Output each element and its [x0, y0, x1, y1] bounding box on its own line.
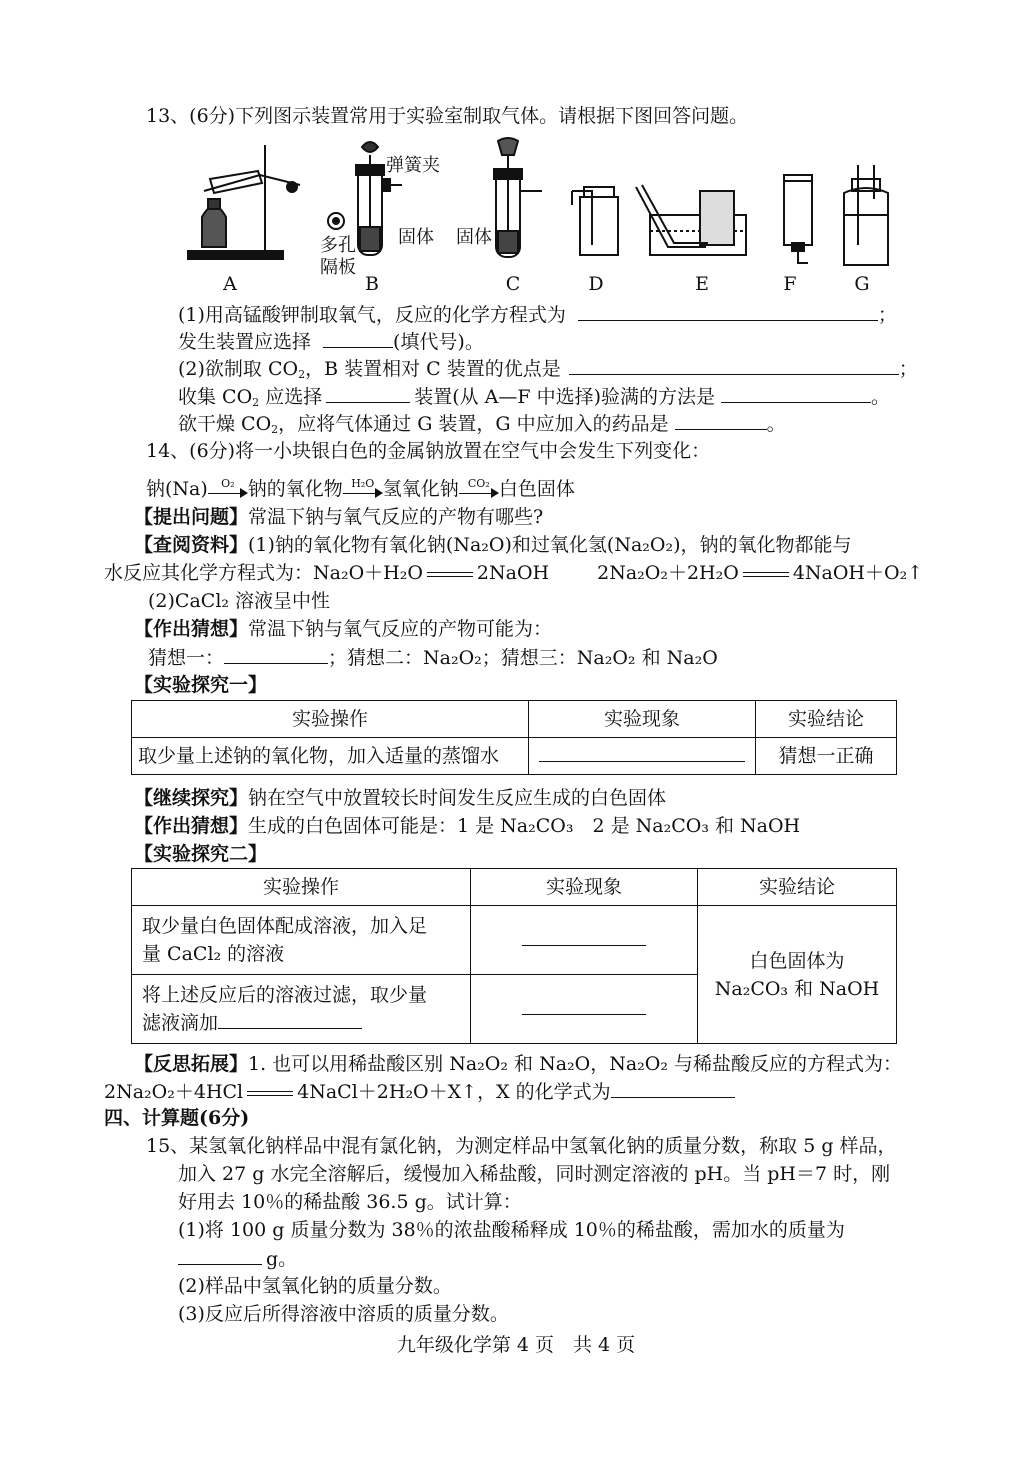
apparatus-g-icon	[844, 165, 888, 265]
arrow-icon: CO₂	[459, 479, 499, 501]
arrow-icon: O₂	[208, 479, 248, 501]
table2-header-concl: 实验结论	[698, 869, 897, 906]
answer-blank[interactable]	[721, 384, 871, 403]
equals-sign-icon	[247, 1091, 293, 1096]
answer-blank[interactable]	[224, 645, 328, 664]
letter-c: C	[505, 273, 521, 295]
letter-g: G	[854, 273, 870, 295]
q15-line7: (3)反应后所得溶液中溶质的质量分数。	[178, 1303, 509, 1325]
answer-blank[interactable]	[578, 302, 878, 321]
exp1-label: 【实验探究一】	[134, 674, 268, 696]
table2-row2-obs	[471, 975, 698, 1044]
label-porous-1: 多孔	[320, 235, 356, 256]
label-solid-c: 固体	[456, 227, 492, 248]
q15-line1: 15、某氢氧化钠样品中混有氯化钠，为测定样品中氢氧化钠的质量分数，称取 5 g 样品，	[146, 1135, 897, 1157]
table2-header-op: 实验操作	[132, 869, 471, 906]
apparatus-a-icon	[188, 145, 300, 259]
section4-heading: 四、计算题(6分)	[104, 1107, 250, 1129]
table1-header-concl: 实验结论	[756, 701, 897, 738]
q14-reflection-line1: 【反思拓展】1. 也可以用稀盐酸区别 Na₂O₂ 和 Na₂O，Na₂O₂ 与稀盐酸反应的方程式为：	[134, 1053, 903, 1075]
answer-blank[interactable]	[323, 329, 393, 348]
q14-question: 【提出问题】常温下钠与氧气反应的产物有哪些?	[134, 506, 544, 528]
page-footer: 九年级化学第 4 页 共 4 页	[396, 1334, 636, 1356]
apparatus-d-icon	[572, 187, 618, 255]
q13-part1-line1: (1)用高锰酸钾制取氧气，反应的化学方程式为 ；	[178, 304, 897, 326]
arrow-icon: H₂O	[343, 479, 383, 501]
letter-d: D	[588, 273, 604, 295]
q13-part2-line3: 欲干燥 $CO_2$，应将气体通过 G 装置，G 中应加入的药品是 。	[178, 413, 786, 436]
q14-reaction-chain: 钠(Na) O₂ 钠的氧化物 H₂O 氢氧化钠 CO₂ 白色固体	[146, 477, 575, 500]
table2-row1-obs	[471, 906, 698, 975]
experiment-table-1	[131, 700, 897, 775]
apparatus-c-icon	[494, 138, 542, 257]
answer-blank[interactable]	[675, 411, 767, 430]
table2-header-obs: 实验现象	[471, 869, 698, 906]
q13-part2-line1: (2)欲制取 $CO_2$，B 装置相对 C 装置的优点是 ；	[178, 358, 918, 381]
label-porous-2: 隔板	[320, 257, 356, 278]
table2-conclusion: 白色固体为 Na₂CO₃ 和 NaOH	[698, 906, 897, 1044]
table1-cell-concl: 猜想一正确	[756, 738, 897, 775]
table2-row2-op: 将上述反应后的溶液过滤，取少量 滤液滴加	[132, 975, 471, 1044]
exp2-label: 【实验探究二】	[134, 843, 268, 865]
table1-header-obs: 实验现象	[529, 701, 756, 738]
q15-line4: (1)将 100 g 质量分数为 38％的浓盐酸稀释成 10％的稀盐酸，需加水的质量为	[178, 1219, 845, 1241]
q15-line3: 好用去 10％的稀盐酸 36.5 g。试计算：	[178, 1191, 522, 1213]
letter-e: E	[695, 273, 709, 295]
experiment-table-2	[131, 868, 897, 1044]
answer-blank[interactable]	[569, 356, 899, 375]
answer-blank[interactable]	[522, 927, 646, 946]
table1-cell-op: 取少量上述钠的氧化物，加入适量的蒸馏水	[132, 738, 529, 775]
equals-sign-icon	[743, 572, 789, 577]
letter-a: A	[223, 273, 237, 295]
answer-blank[interactable]	[539, 743, 745, 762]
table2-row1-op: 取少量白色固体配成溶液，加入足 量 CaCl₂ 的溶液	[132, 906, 471, 975]
equals-sign-icon	[427, 572, 473, 577]
table1-cell-obs	[529, 738, 756, 775]
answer-blank[interactable]	[178, 1246, 262, 1265]
q14-ref-line2: 水反应其化学方程式为：Na₂O＋H₂O 2NaOH 2Na₂O₂＋2H₂O 4NaOH＋O₂↑	[104, 562, 924, 584]
answer-blank[interactable]	[611, 1079, 735, 1098]
q13-part2-line2: 收集 $CO_2$ 应选择 装置(从 A—F 中选择)验满的方法是 。	[178, 386, 891, 409]
q13-part1-line2: 发生装置应选择 (填代号)。	[178, 331, 484, 353]
apparatus-e-icon	[636, 185, 746, 255]
letter-f: F	[783, 273, 797, 295]
q13-title: 13、(6分)下列图示装置常用于实验室制取气体。请根据下图回答问题。	[146, 105, 749, 127]
apparatus-f-icon	[784, 175, 812, 263]
q14-guess2: 【作出猜想】生成的白色固体可能是：1 是 Na₂CO₃ 2 是 Na₂CO₃ 和 NaOH	[134, 815, 801, 837]
q14-reflection-line2: 2Na₂O₂＋4HCl 4NaCl＋2H₂O＋X↑，X 的化学式为	[104, 1079, 735, 1104]
label-solid-b: 固体	[398, 227, 434, 248]
q14-continue: 【继续探究】钠在空气中放置较长时间发生反应生成的白色固体	[134, 787, 667, 809]
answer-blank[interactable]	[218, 1010, 362, 1029]
letter-b: B	[365, 273, 379, 295]
answer-blank[interactable]	[522, 996, 646, 1015]
answer-blank[interactable]	[326, 384, 410, 403]
q14-ref-line3: (2)CaCl₂ 溶液呈中性	[148, 590, 331, 612]
q15-line2: 加入 27 g 水完全溶解后，缓慢加入稀盐酸，同时测定溶液的 pH。当 pH＝7 时，刚	[178, 1163, 891, 1185]
table1-header-op: 实验操作	[132, 701, 529, 738]
q15-line6: (2)样品中氢氧化钠的质量分数。	[178, 1275, 452, 1297]
label-spring-clip: 弹簧夹	[386, 155, 440, 176]
q14-title: 14、(6分)将一小块银白色的金属钠放置在空气中会发生下列变化：	[146, 440, 711, 462]
q15-line5: g。	[178, 1246, 297, 1271]
q14-guess-options: 猜想一： ；猜想二：Na₂O₂；猜想三：Na₂O₂ 和 Na₂O	[148, 647, 718, 669]
q14-guess: 【作出猜想】常温下钠与氧气反应的产物可能为：	[134, 618, 553, 640]
q14-ref-line1: 【查阅资料】(1)钠的氧化物有氧化钠(Na₂O)和过氧化氢(Na₂O₂)，钠的氧化物都能与	[134, 534, 852, 556]
apparatus-figure	[180, 135, 900, 275]
